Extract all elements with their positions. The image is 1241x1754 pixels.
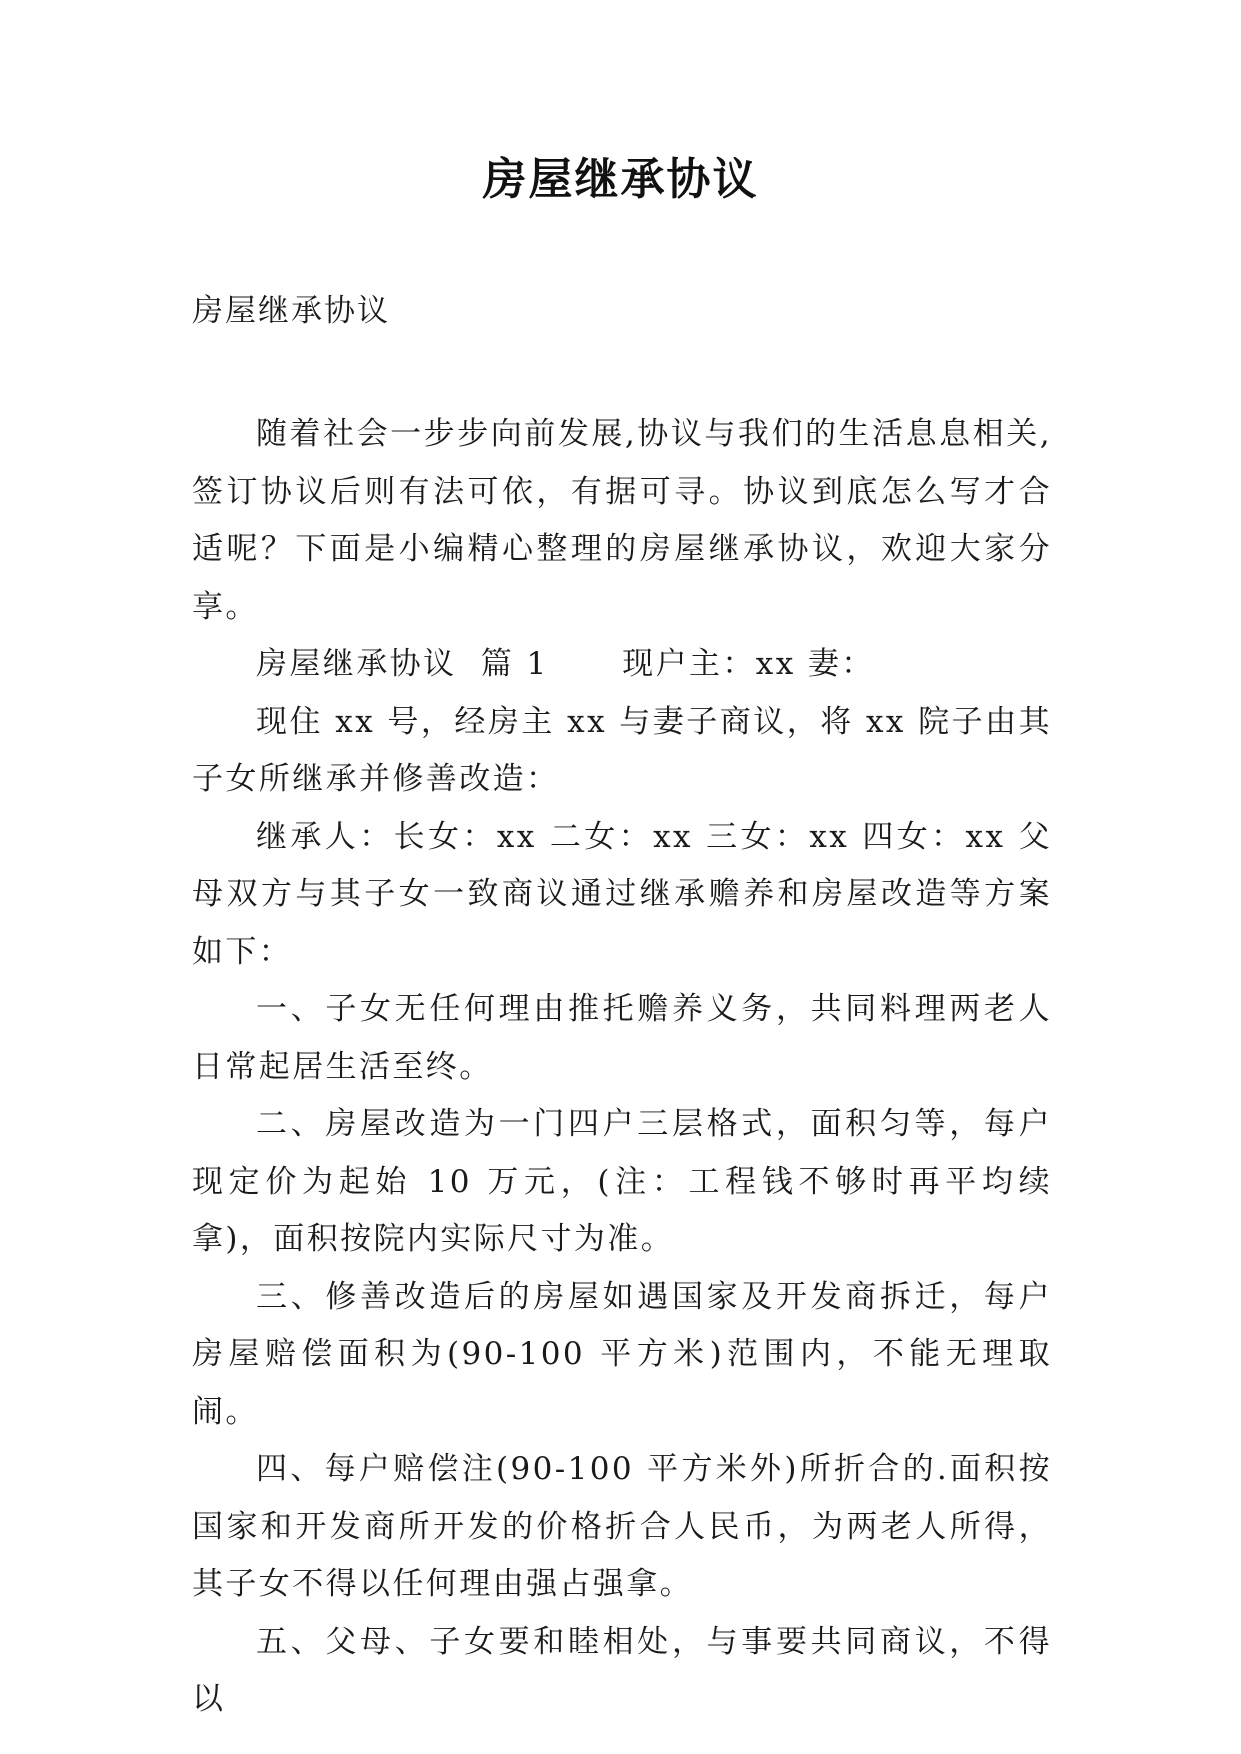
paragraph-heirs: 继承人：长女：xx 二女：xx 三女：xx 四女：xx 父母双方与其子女一致商议通过继承赡养和房屋改造等方案如下： (192, 818, 1052, 970)
paragraph-clause-4: 四、每户赔偿注(90-100 平方米外)所折合的.面积按国家和开发商所开发的价格折合人民币，为两老人所得，其子女不得以任何理由强占强拿。 (192, 1451, 1052, 1602)
paragraph-intro: 随着社会一步步向前发展,协议与我们的生活息息相关,签订协议后则有法可依，有据可寻。协议到底怎么写才合适呢？下面是小编精心整理的房屋继承协议，欢迎大家分享。 (192, 416, 1052, 625)
document-body (192, 406, 1052, 1729)
paragraph-heading: 房屋继承协议 篇 1 现户主：xx 妻： (256, 646, 875, 682)
paragraph-clause-1: 一、子女无任何理由推托赡养义务，共同料理两老人日常起居生活至终。 (192, 991, 1052, 1085)
paragraph-clause-2: 二、房屋改造为一门四户三层格式，面积匀等，每户现定价为起始 10 万元，(注：工程钱不够时再平均续拿)，面积按院内实际尺寸为准。 (192, 1106, 1052, 1257)
document-title: 房屋继承协议 (482, 154, 759, 205)
paragraph-clause-5: 五、父母、子女要和睦相处，与事要共同商议，不得以 (192, 1623, 1052, 1717)
paragraph-clause-3: 三、修善改造后的房屋如遇国家及开发商拆迁，每户房屋赔偿面积为(90-100 平方米)范围内，不能无理取闹。 (192, 1278, 1052, 1430)
paragraph-residence: 现住 xx 号，经房主 xx 与妻子商议，将 xx 院子由其子女所继承并修善改造： (192, 703, 1052, 797)
document-subtitle: 房屋继承协议 (192, 293, 390, 329)
